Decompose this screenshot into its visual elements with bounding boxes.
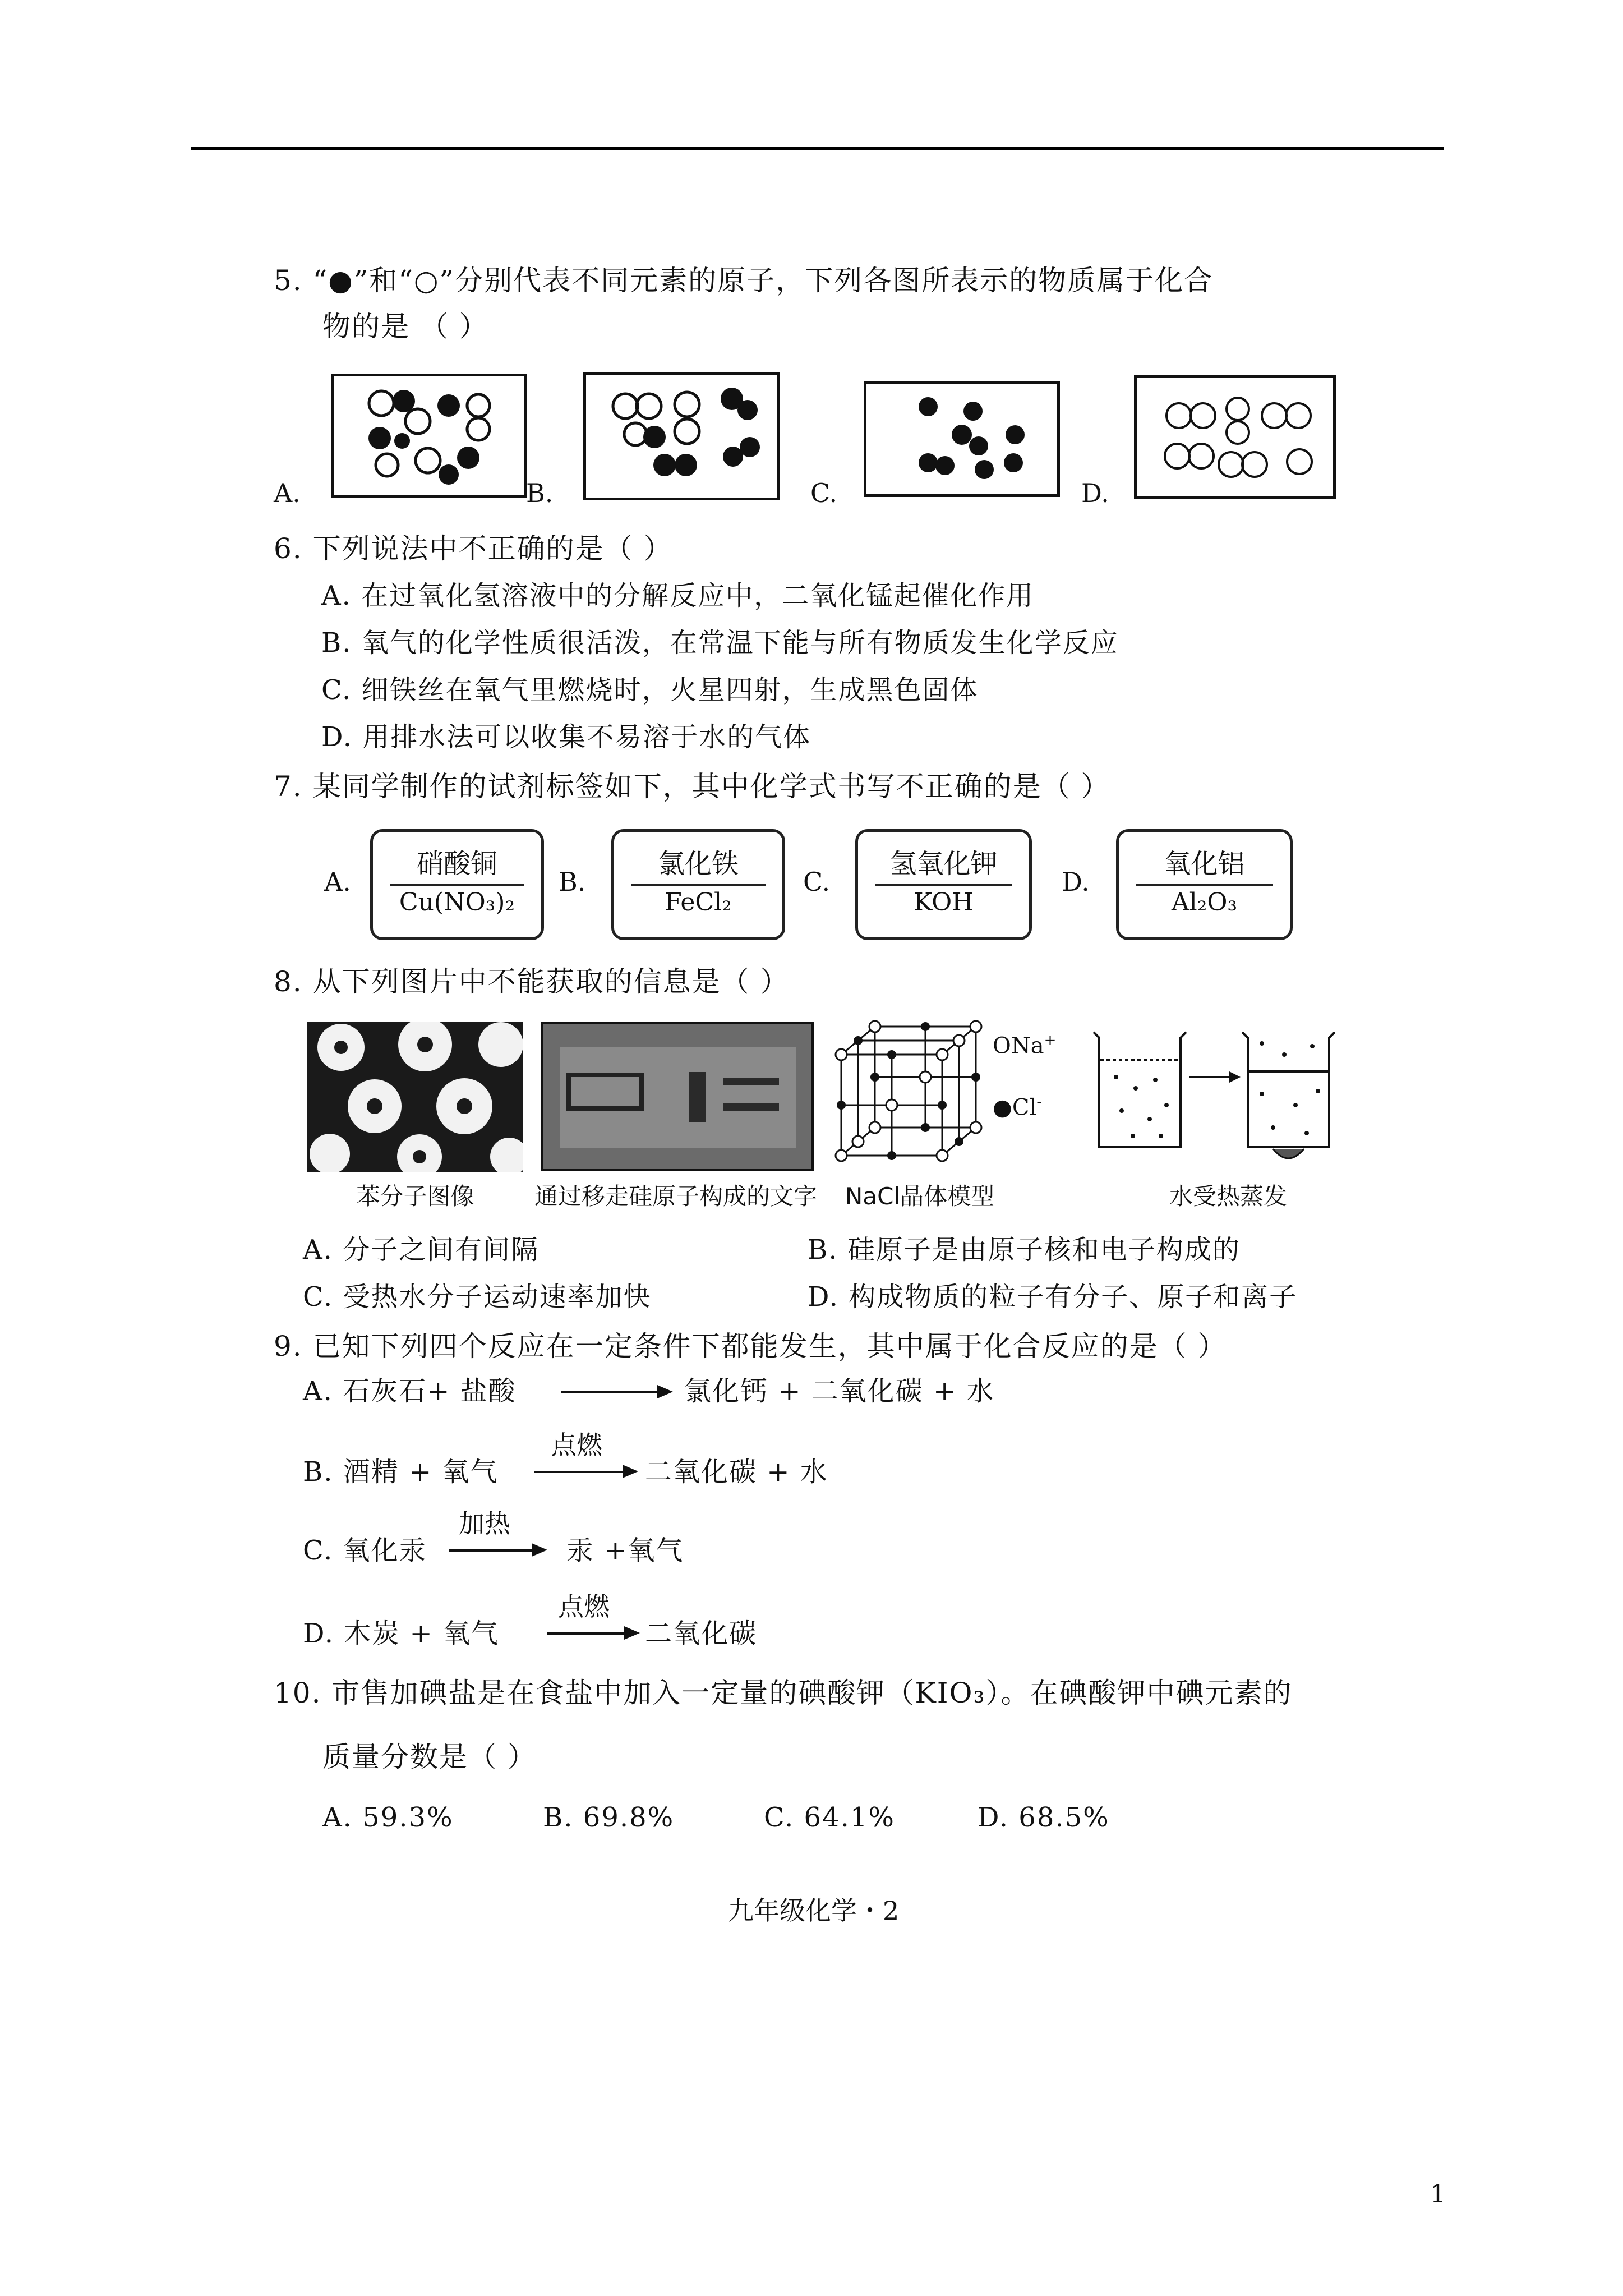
- q7-label-card-b: [611, 829, 785, 940]
- q9-option-c-left: C. 氧化汞: [303, 1535, 427, 1566]
- reaction-arrow-b: [534, 1425, 640, 1481]
- q9-stem: 9. 已知下列四个反应在一定条件下都能发生，其中属于化合反应的是（ ）: [274, 1330, 1227, 1363]
- page-footer: 九年级化学・2: [728, 1895, 900, 1926]
- caption-nacl: NaCl晶体模型: [845, 1182, 995, 1210]
- card-c-name: 氢氧化钾: [889, 848, 998, 880]
- q10-option-a: A. 59.3%: [322, 1802, 454, 1833]
- benzene-molecule-image: [307, 1022, 523, 1172]
- q6-option-b: B. 氧气的化学性质很活泼，在常温下能与所有物质发生化学反应: [321, 627, 1119, 659]
- condition-ignite-d: 点燃: [558, 1591, 610, 1622]
- q5-diagram-b: [583, 372, 780, 500]
- card-a-divider: [390, 884, 524, 886]
- card-b-divider: [631, 884, 766, 886]
- q7-stem: 7. 某同学制作的试剂标签如下，其中化学式书写不正确的是（ ）: [274, 770, 1110, 803]
- q7-letter-d: D.: [1062, 867, 1090, 897]
- q7-label-card-c: [855, 829, 1032, 940]
- na-ion-text: ONa: [993, 1033, 1044, 1059]
- card-c-formula: KOH: [914, 888, 974, 917]
- q9-option-a-left: A. 石灰石+ 盐酸: [303, 1375, 517, 1407]
- cl-ion-legend: [993, 1094, 1041, 1120]
- card-a-formula: Cu(NO₃)₂: [399, 888, 515, 917]
- element-diagram-d: [1137, 378, 1333, 496]
- card-d-divider: [1136, 884, 1273, 886]
- caption-water: 水受热蒸发: [1169, 1182, 1287, 1210]
- mixture-diagram-b: [586, 375, 777, 498]
- na-ion-legend: [993, 1032, 1056, 1059]
- card-a-name: 硝酸铜: [416, 848, 497, 880]
- na-ion-charge: +: [1044, 1032, 1057, 1049]
- q10-option-b: B. 69.8%: [543, 1802, 675, 1833]
- q9-option-d-right: 二氧化碳: [645, 1618, 758, 1649]
- nacl-crystal-model: [824, 1015, 1060, 1172]
- q9-option-d-left: D. 木炭 + 氧气: [303, 1618, 500, 1649]
- q6-option-c: C. 细铁丝在氧气里燃烧时，火星四射，生成黑色固体: [321, 674, 979, 706]
- header-rule: [191, 147, 1444, 150]
- q7-label-card-d: [1116, 829, 1293, 940]
- q5-stem-line2: 物的是 （ ）: [322, 310, 488, 343]
- q10-stem-line1: 10. 市售加碘盐是在食盐中加入一定量的碘酸钾（KIO₃）。在碘酸钾中碘元素的: [274, 1677, 1293, 1709]
- q5-label-a: A.: [274, 478, 301, 508]
- q8-option-c: C. 受热水分子运动速率加快: [303, 1281, 652, 1313]
- q7-letter-c: C.: [803, 867, 831, 897]
- q7-letter-b: B.: [559, 867, 586, 897]
- q10-option-c: C. 64.1%: [764, 1802, 896, 1833]
- q5-diagram-d: [1134, 375, 1336, 499]
- q5-label-d: D.: [1081, 478, 1109, 508]
- reaction-arrow-d: [547, 1586, 648, 1642]
- q8-option-b: B. 硅原子是由原子核和电子构成的: [808, 1234, 1241, 1266]
- beakers-illustration: [1082, 1021, 1363, 1172]
- card-d-name: 氧化铝: [1164, 848, 1245, 880]
- compound-diagram-c: [866, 384, 1057, 494]
- mixture-diagram-a: [334, 376, 524, 495]
- reaction-arrow-a: [561, 1374, 673, 1408]
- q10-stem-line2: 质量分数是（ ）: [322, 1741, 537, 1773]
- reaction-arrow-c: [449, 1503, 555, 1559]
- q6-option-a: A. 在过氧化氢溶液中的分解反应中，二氧化锰起催化作用: [321, 580, 1035, 611]
- q9-option-b-right: 二氧化碳 + 水: [645, 1456, 828, 1488]
- q10-option-d: D. 68.5%: [978, 1802, 1110, 1833]
- card-b-name: 氯化铁: [657, 848, 739, 880]
- card-c-divider: [875, 884, 1012, 886]
- q9-option-b-left: B. 酒精 + 氧气: [303, 1456, 499, 1488]
- caption-benzene: 苯分子图像: [356, 1182, 474, 1210]
- water-evaporation-image: [1082, 1021, 1363, 1172]
- card-b-formula: FeCl₂: [665, 888, 732, 917]
- silicon-atom-image: [541, 1022, 814, 1171]
- silicon-texture: [543, 1024, 811, 1169]
- page-number: 1: [1430, 2180, 1446, 2208]
- q8-option-a: A. 分子之间有间隔: [303, 1234, 540, 1266]
- condition-ignite-b: 点燃: [551, 1430, 602, 1460]
- card-d-formula: Al₂O₃: [1171, 888, 1238, 917]
- cl-ion-charge: -: [1036, 1094, 1042, 1111]
- caption-silicon: 通过移走硅原子构成的文字: [534, 1182, 817, 1210]
- q9-option-c-right: 汞 +氧气: [566, 1535, 684, 1566]
- q5-diagram-c: [864, 381, 1060, 497]
- q5-label-c: C.: [810, 478, 838, 508]
- q8-stem: 8. 从下列图片中不能获取的信息是（ ）: [274, 965, 790, 998]
- q5-diagram-a: [331, 374, 527, 498]
- q9-option-a-right: 氯化钙 + 二氧化碳 + 水: [684, 1375, 995, 1407]
- benzene-blobs: [307, 1022, 523, 1172]
- condition-heat-c: 加热: [459, 1508, 510, 1539]
- cl-ion-text: ●Cl: [993, 1094, 1037, 1121]
- q7-label-card-a: [370, 829, 544, 940]
- q7-letter-a: A.: [324, 867, 351, 897]
- q6-stem: 6. 下列说法中不正确的是（ ）: [274, 532, 673, 565]
- q5-label-b: B.: [526, 478, 554, 508]
- q6-option-d: D. 用排水法可以收集不易溶于水的气体: [321, 721, 811, 753]
- q5-stem-line1: 5. “●”和“○”分别代表不同元素的原子，下列各图所表示的物质属于化合: [274, 264, 1214, 297]
- q8-option-d: D. 构成物质的粒子有分子、原子和离子: [808, 1281, 1298, 1313]
